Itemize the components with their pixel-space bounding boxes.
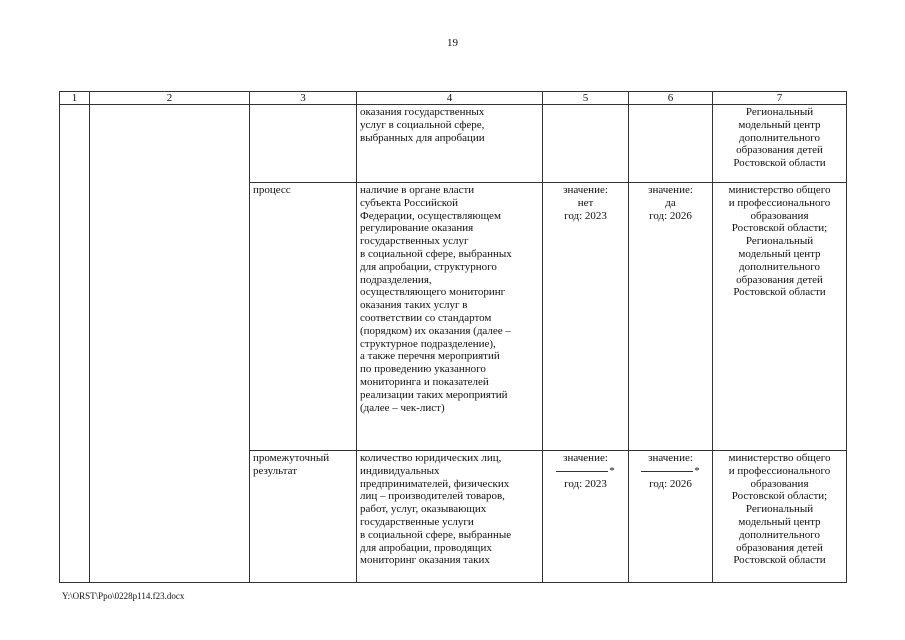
table-header-cell: 1 bbox=[60, 92, 90, 105]
table-header-row bbox=[60, 92, 847, 105]
table-cell-col5 bbox=[543, 451, 629, 583]
table-cell-col4: оказания государственных услуг в социальной сфере, выбранных для апробации bbox=[357, 105, 543, 183]
table-cell-col7: Региональный модельный центр дополнительного образования детей Ростовской области bbox=[713, 105, 847, 183]
value-label: значение: bbox=[648, 452, 693, 464]
table-cell-col1 bbox=[60, 105, 90, 583]
document-table bbox=[59, 91, 847, 583]
table-header-cell: 7 bbox=[713, 92, 847, 105]
table-header-cell: 6 bbox=[629, 92, 713, 105]
table-cell-col3: процесс bbox=[250, 183, 357, 451]
value-blank bbox=[641, 465, 700, 477]
table-cell-col4: наличие в органе власти субъекта Российской Федерации, осуществляющем регулирование оказания государственных услуг в социальной сфере, выбранных для апробации, структурного подразделения, осуществляющего мониторинг оказания таких услуг в соответствии со стандартом (порядком) их оказания (далее – структурное подразделение), а также перечня мероприятий по проведению указанного мониторинга и показателей реализации таких мероприятий (далее – чек-лист) bbox=[357, 183, 543, 451]
table-header-cell: 5 bbox=[543, 92, 629, 105]
value-label: значение: bbox=[563, 452, 608, 464]
table-cell-col7: министерство общего и профессионального образования Ростовской области; Региональный модельный центр дополнительного образования детей Ростовской области bbox=[713, 451, 847, 583]
blank-underline bbox=[641, 471, 693, 472]
table-header-cell: 3 bbox=[250, 92, 357, 105]
table-cell-col2 bbox=[90, 105, 250, 583]
table-cell-col4: количество юридических лиц, индивидуальных предпринимателей, физических лиц – производителей товаров, работ, услуг, оказывающих государственные услуги в социальной сфере, выбранные для апробации, проводящих мониторинг оказания таких bbox=[357, 451, 543, 583]
year-label: год: 2023 bbox=[564, 477, 607, 490]
value-blank bbox=[556, 465, 615, 477]
table-cell-col6 bbox=[629, 105, 713, 183]
table-cell-col3: промежуточный результат bbox=[250, 451, 357, 583]
footnote-mark: * bbox=[609, 464, 615, 477]
page-number: 19 bbox=[447, 37, 458, 49]
file-path-footer: Y:\ORST\Ppo\0228p114.f23.docx bbox=[62, 591, 185, 601]
year-label: год: 2026 bbox=[649, 477, 692, 490]
table-cell-col3 bbox=[250, 105, 357, 183]
table-cell-col6 bbox=[629, 451, 713, 583]
table-cell-col5 bbox=[543, 105, 629, 183]
table-header-cell: 4 bbox=[357, 92, 543, 105]
table-cell-col5: значение: нет год: 2023 bbox=[543, 183, 629, 451]
table-row bbox=[60, 105, 847, 183]
footnote-mark: * bbox=[694, 464, 700, 477]
table-header-cell: 2 bbox=[90, 92, 250, 105]
table-cell-col6: значение: да год: 2026 bbox=[629, 183, 713, 451]
blank-underline bbox=[556, 471, 608, 472]
table-cell-col7: министерство общего и профессионального образования Ростовской области; Региональный модельный центр дополнительного образования детей Ростовской области bbox=[713, 183, 847, 451]
